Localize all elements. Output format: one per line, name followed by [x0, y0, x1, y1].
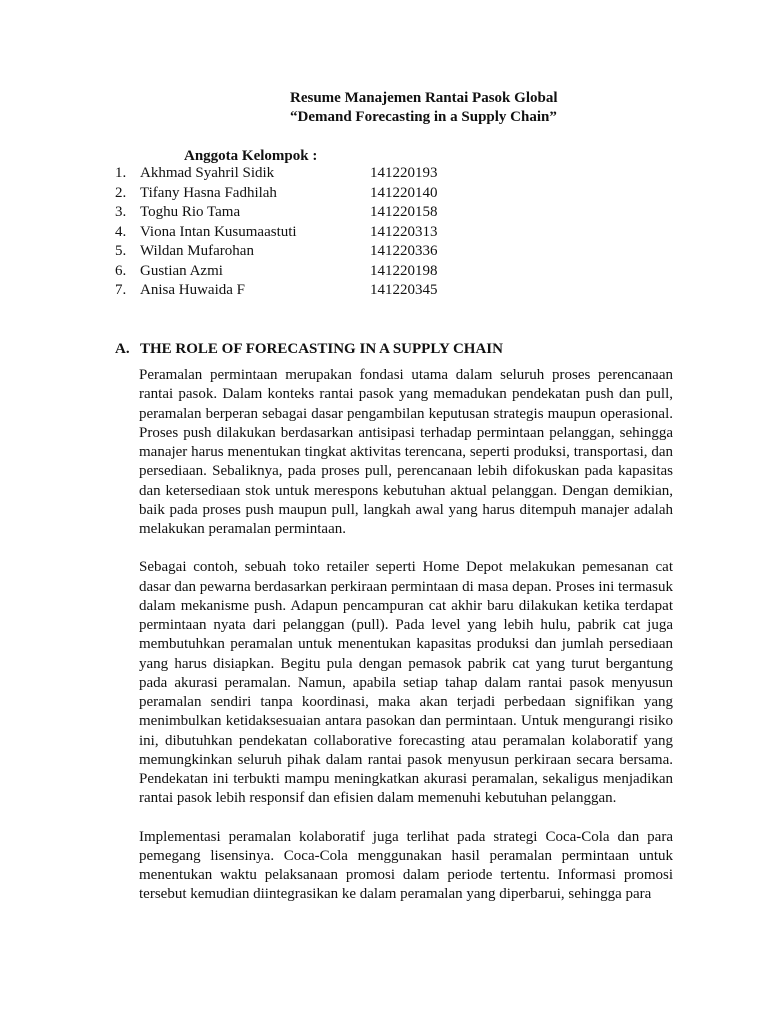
paragraph: Peramalan permintaan merupakan fondasi utama dalam seluruh proses perencanaan rantai pasok. Dalam konteks rantai pasok yang memadukan pendekatan push dan pull, peramalan berperan sebagai dasar pengambilan keputusan strategis maupun operasional. Proses push dilakukan berdasarkan antisipasi terhadap permintaan pelanggan, sehingga manajer harus menentukan tingkat aktivitas terencana, seperti produksi, transportasi, dan persediaan. Sebaliknya, pada proses pull, perencanaan lebih difokuskan pada kapasitas dan ketersediaan stok untuk merespons kebutuhan aktual pelanggan. Dengan demikian, baik pada proses push maupun pull, langkah awal yang harus ditempuh manajer adalah melakukan peramalan permintaan. [139, 367, 673, 537]
member-name: Toghu Rio Tama [140, 204, 241, 220]
member-row [115, 281, 455, 301]
member-list [115, 164, 455, 301]
member-name: Akhmad Syahril Sidik [140, 165, 275, 181]
member-number: 2. [115, 184, 127, 201]
document-title [290, 89, 558, 127]
member-row [115, 203, 455, 223]
member-row [115, 223, 455, 243]
section-letter: A. [115, 341, 130, 357]
title-line-1: Resume Manajemen Rantai Pasok Global [290, 90, 558, 106]
member-id: 141220345 [370, 282, 438, 298]
member-row [115, 262, 455, 282]
member-id: 141220140 [370, 184, 438, 201]
member-name: Anisa Huwaida F [140, 282, 245, 298]
member-name: Tifany Hasna Fadhilah [140, 184, 277, 201]
title-line-2: “Demand Forecasting in a Supply Chain” [290, 109, 557, 125]
section-a-body [139, 366, 673, 924]
member-name: Gustian Azmi [140, 262, 223, 279]
member-number: 7. [115, 282, 127, 298]
member-name: Viona Intan Kusumaastuti [140, 223, 297, 240]
member-number: 4. [115, 223, 127, 240]
member-row [115, 164, 455, 184]
member-id: 141220313 [370, 223, 438, 240]
member-number: 1. [115, 165, 127, 181]
paragraph: Implementasi peramalan kolaboratif juga terlihat pada strategi Coca-Cola dan para pemegang lisensinya. Coca-Cola menggunakan hasil peramalan permintaan untuk menentukan waktu pelaksanaan promosi dalam periode tertentu. Informasi promosi tersebut kemudian diintegrasikan ke dalam peramalan yang diperbarui, sehingga para [139, 828, 673, 903]
members-heading: Anggota Kelompok : [184, 148, 318, 164]
member-id: 141220193 [370, 165, 438, 181]
section-a-heading [115, 340, 503, 359]
member-row [115, 242, 455, 262]
paragraph: Sebagai contoh, sebuah toko retailer seperti Home Depot melakukan pemesanan cat dasar dan pewarna berdasarkan perkiraan permintaan di masa depan. Proses ini termasuk dalam mekanisme push. Adapun pencampuran cat akhir baru dilakukan ketika terdapat permintaan nyata dari pelanggan (pull). Pada level yang lebih hulu, pabrik cat juga membutuhkan peramalan untuk menentukan kapasitas produksi dan jumlah persediaan yang harus disiapkan. Begitu pula dengan pemasok pabrik cat yang turut bergantung pada akurasi peramalan. Namun, apabila setiap tahap dalam rantai pasok menyusun peramalan sendiri tanpa koordinasi, maka akan terjadi perbedaan signifikan yang menimbulkan ketidaksesuaian antara pasokan dan permintaan. Untuk mengurangi risiko ini, dibutuhkan pendekatan collaborative forecasting atau peramalan kolaboratif yang memungkinkan seluruh pihak dalam rantai pasok menyusun perkiraan secara bersama. Pendekatan ini terbukti mampu meningkatkan akurasi peramalan, sekaligus menjadikan rantai pasok lebih responsif dan efisien dalam memenuhi kebutuhan pelanggan. [139, 559, 673, 807]
member-id: 141220336 [370, 243, 438, 259]
member-number: 5. [115, 243, 127, 259]
section-title: THE ROLE OF FORECASTING IN A SUPPLY CHAIN [140, 341, 503, 357]
member-number: 6. [115, 262, 127, 279]
member-id: 141220198 [370, 262, 438, 279]
member-name: Wildan Mufarohan [140, 243, 254, 259]
member-row [115, 184, 455, 204]
member-id: 141220158 [370, 204, 438, 220]
member-number: 3. [115, 204, 127, 220]
